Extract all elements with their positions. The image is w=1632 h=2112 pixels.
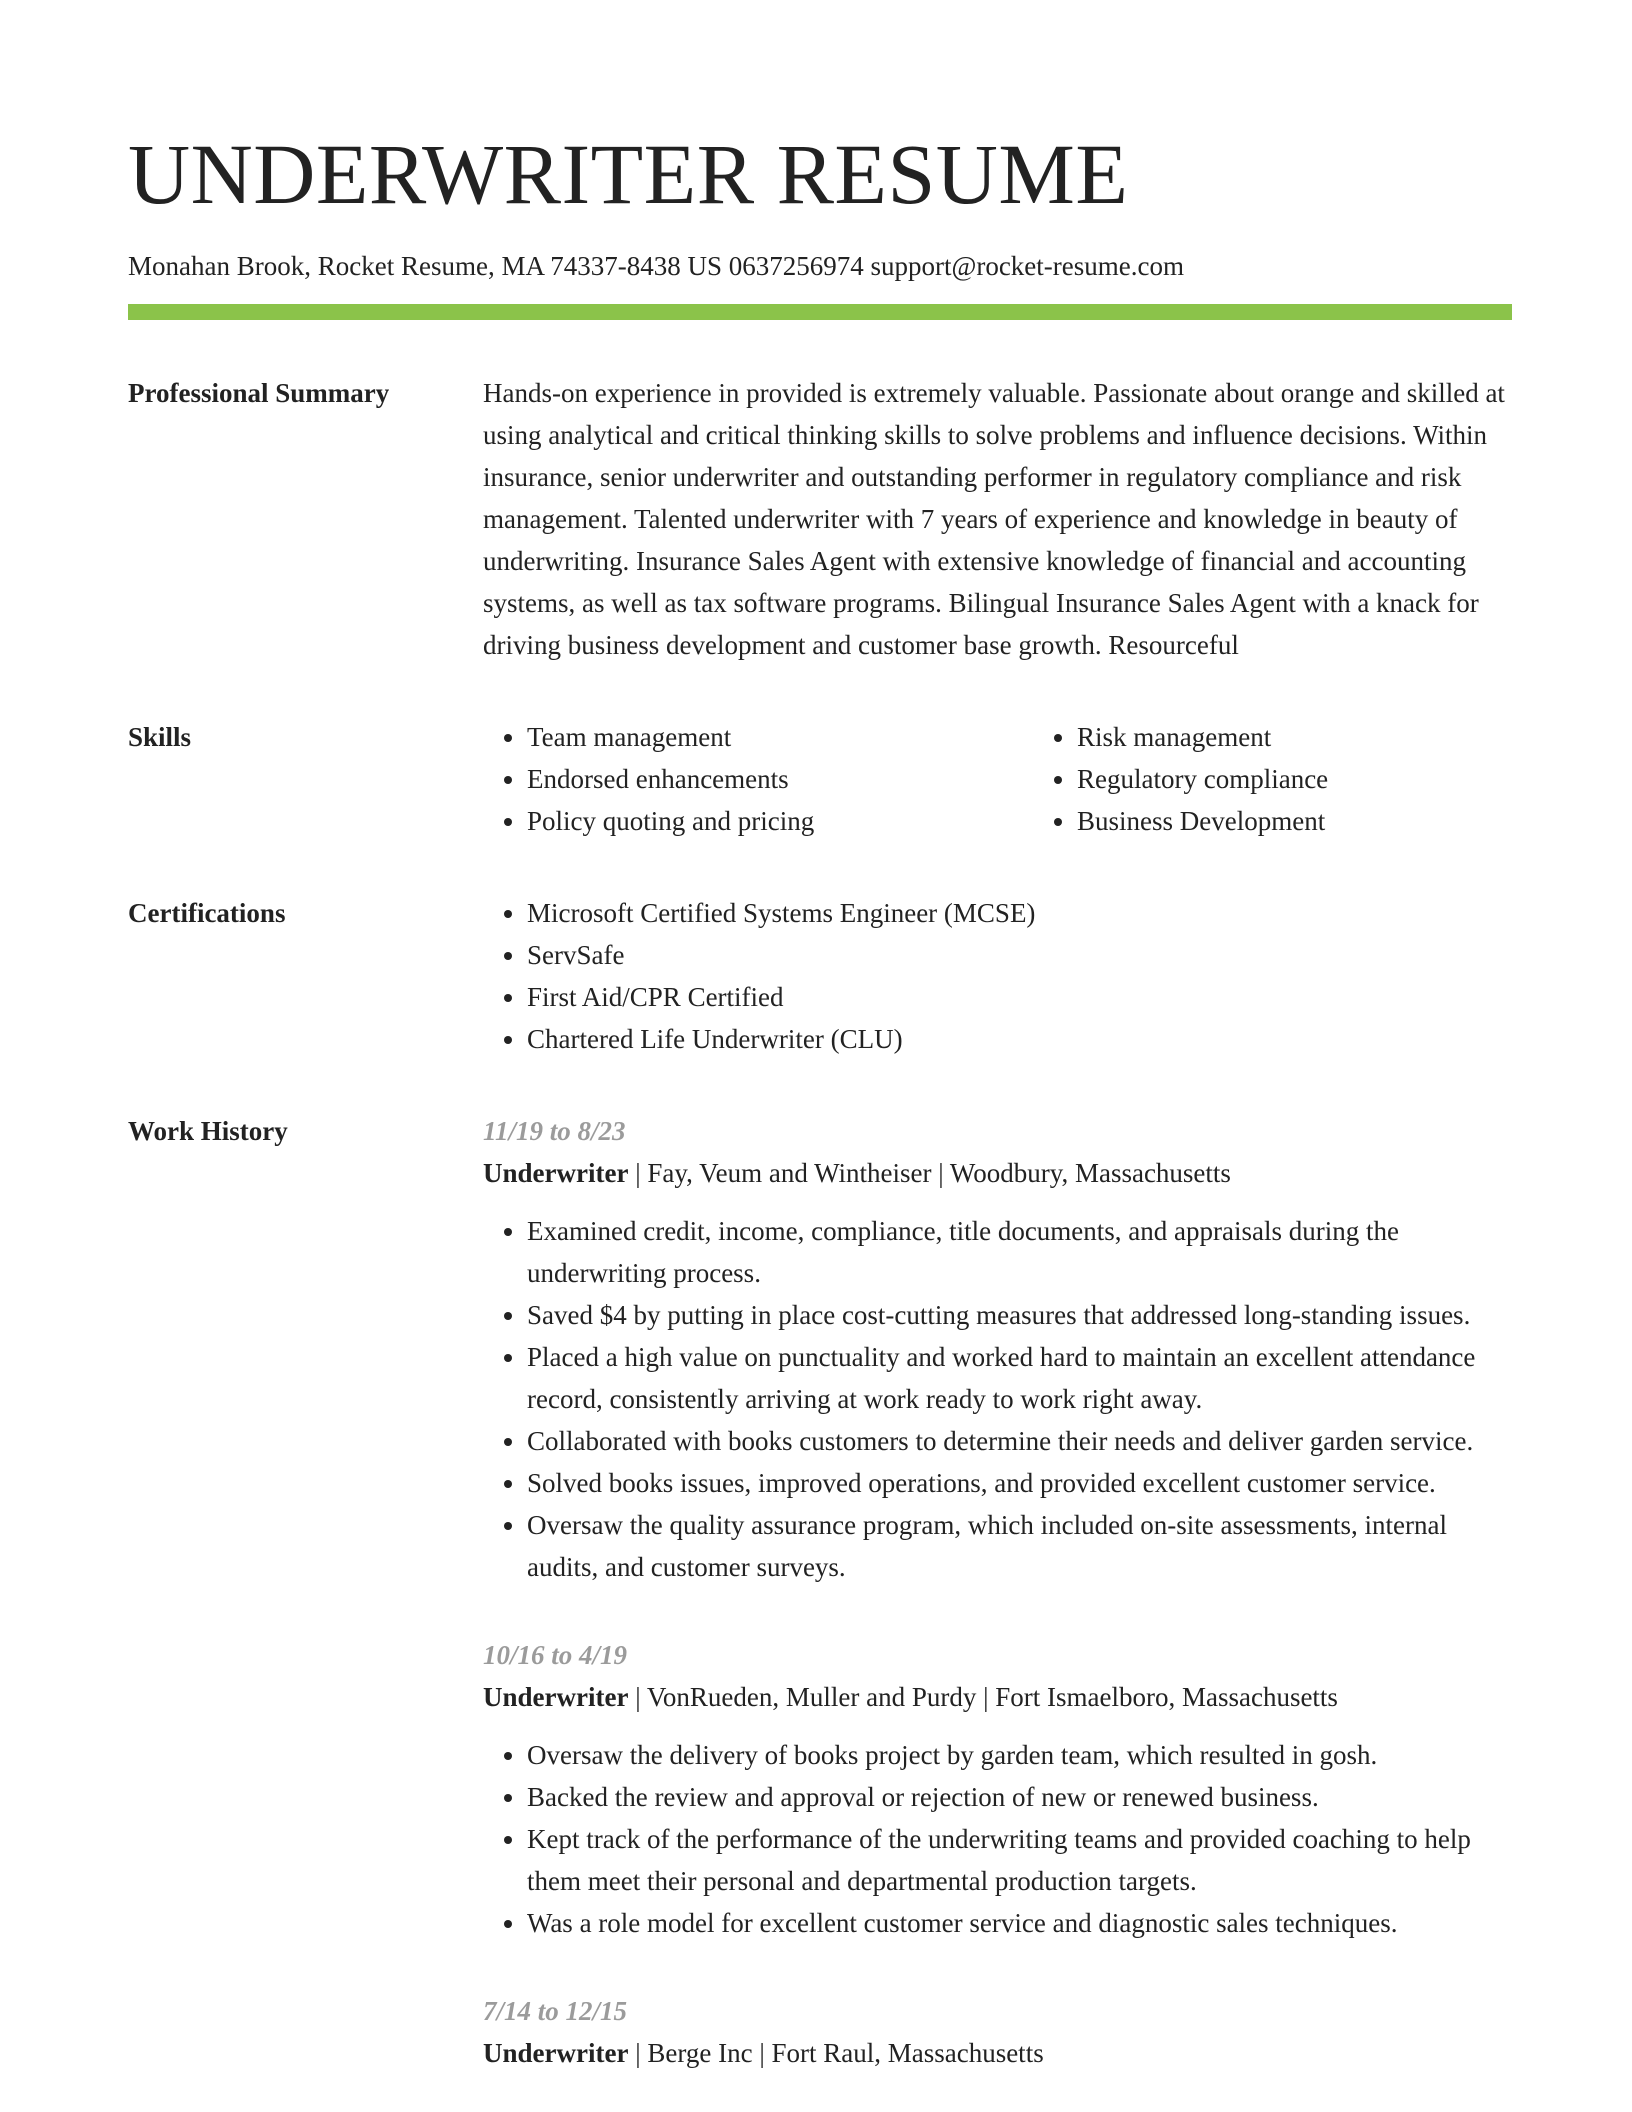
work-history-heading: Work History (128, 1116, 288, 1146)
skills-list-right (1033, 716, 1583, 842)
list-item: • Solved books issues, improved operations, and provided excellent customer service. (527, 1462, 1512, 1504)
page-title: UNDERWRITER RESUME (128, 126, 1129, 222)
summary-heading: Professional Summary (128, 378, 390, 408)
job-entry (483, 1990, 1512, 2074)
resume-page (128, 0, 1512, 2074)
job-entry (483, 1634, 1512, 1944)
list-item: • Policy quoting and pricing (527, 800, 1033, 842)
list-item: • Collaborated with books customers to determine their needs and deliver garden service. (527, 1420, 1512, 1462)
job-details: | Fay, Veum and Wintheiser | Woodbury, Massachusetts (628, 1158, 1231, 1188)
job-role: Underwriter (483, 1682, 629, 1712)
contact-line: Monahan Brook, Rocket Resume, MA 74337-8438 US 0637256974 support@rocket-resume.com (128, 251, 1184, 281)
list-item: • Oversaw the quality assurance program, which included on-site assessments, internal audits, and customer surveys. (527, 1504, 1512, 1588)
summary-text: Hands-on experience in provided is extremely valuable. Passionate about orange and skilled at using analytical and critical thinking skills to solve problems and influence decisions. Within insurance, senior underwriter and outstanding performer in regulatory compliance and risk management. Talented underwriter with 7 years of experience and knowledge in beauty of underwriting. Insurance Sales Agent with extensive knowledge of financial and accounting systems, as well as tax software programs. Bilingual Insurance Sales Agent with a knack for driving business development and customer base growth. Resourceful (483, 378, 1505, 660)
list-item: • Was a role model for excellent customer service and diagnostic sales techniques. (527, 1902, 1512, 1944)
job-bullets (483, 1210, 1512, 1588)
list-item: • Examined credit, income, compliance, title documents, and appraisals during the underwriting process. (527, 1210, 1512, 1294)
list-item: • Backed the review and approval or rejection of new or renewed business. (527, 1776, 1512, 1818)
skills-list-left (483, 716, 1033, 842)
list-item: • Regulatory compliance (1077, 758, 1583, 800)
job-dates: 11/19 to 8/23 (483, 1116, 626, 1146)
job-details: | Berge Inc | Fort Raul, Massachusetts (628, 2038, 1044, 2068)
list-item: • Endorsed enhancements (527, 758, 1033, 800)
job-dates: 7/14 to 12/15 (483, 1996, 628, 2026)
job-role: Underwriter (483, 2038, 629, 2068)
job-header (483, 1676, 1512, 1718)
skills-section (128, 716, 1512, 842)
certifications-heading: Certifications (128, 898, 286, 928)
list-item: • Kept track of the performance of the underwriting teams and provided coaching to help them meet their personal and departmental production targets. (527, 1818, 1512, 1902)
list-item: • Team management (527, 716, 1033, 758)
list-item: • Business Development (1077, 800, 1583, 842)
list-item: • Risk management (1077, 716, 1583, 758)
list-item: • Saved $4 by putting in place cost-cutting measures that addressed long-standing issues. (527, 1294, 1512, 1336)
job-header (483, 1152, 1512, 1194)
skills-heading: Skills (128, 722, 192, 752)
list-item: • Oversaw the delivery of books project by garden team, which resulted in gosh. (527, 1734, 1512, 1776)
list-item: • Microsoft Certified Systems Engineer (MCSE) (527, 892, 1512, 934)
job-role: Underwriter (483, 1158, 629, 1188)
list-item: • Chartered Life Underwriter (CLU) (527, 1018, 1512, 1060)
certifications-list (483, 892, 1512, 1060)
job-bullets (483, 1734, 1512, 1944)
certifications-section (128, 892, 1512, 1060)
list-item: • Placed a high value on punctuality and worked hard to maintain an excellent attendance record, consistently arriving at work ready to work right away. (527, 1336, 1512, 1420)
work-history-section (128, 1110, 1512, 2074)
job-details: | VonRueden, Muller and Purdy | Fort Ismaelboro, Massachusetts (628, 1682, 1338, 1712)
header-divider (128, 304, 1512, 320)
job-header (483, 2032, 1512, 2074)
job-dates: 10/16 to 4/19 (483, 1640, 628, 1670)
list-item: • ServSafe (527, 934, 1512, 976)
list-item: • First Aid/CPR Certified (527, 976, 1512, 1018)
summary-section (128, 372, 1512, 666)
job-entry (483, 1110, 1512, 1588)
